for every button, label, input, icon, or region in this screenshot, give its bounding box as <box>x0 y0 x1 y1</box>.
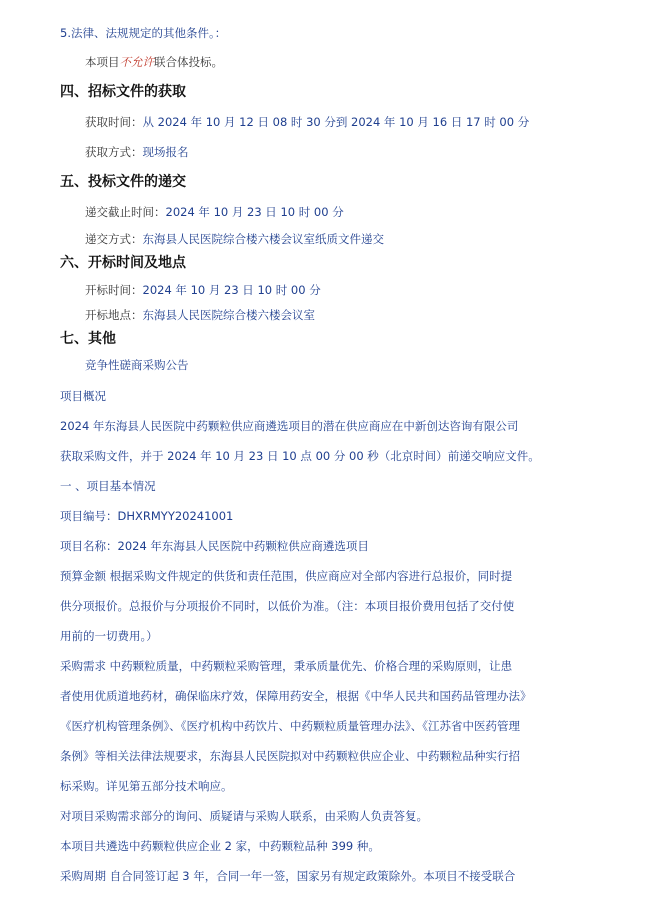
consortium-prefix: 本项目 <box>85 55 120 69</box>
submit-deadline-line <box>85 204 344 220</box>
obtain-time-label: 获取时间： <box>85 115 143 129</box>
project-number: 项目编号：DHXRMYY20241001 <box>60 509 234 523</box>
basic-info-heading: 一 、项目基本情况 <box>60 479 156 493</box>
budget-line-1: 预算金额 根据采购文件规定的供货和责任范围，供应商应对全部内容进行总报价，同时提 <box>60 569 513 583</box>
obtain-method-value: 现场报名 <box>142 145 189 159</box>
obtain-time-line <box>85 114 529 130</box>
obtain-method-line <box>85 144 189 160</box>
submit-method-value: 东海县人民医院综合楼六楼会议室纸质文件递交 <box>142 232 384 246</box>
consortium-suffix: 联合体投标。 <box>154 55 223 69</box>
requirement-line-2: 者使用优质道地药材，确保临床疗效，保障用药安全，根据《中华人民共和国药品管理办法》 <box>60 689 532 703</box>
obtain-method-label: 获取方式： <box>85 145 143 159</box>
budget-line-3: 用前的一切费用。） <box>60 629 158 643</box>
opening-place-line <box>85 307 315 323</box>
consortium-line <box>85 54 223 70</box>
obtain-time-value: 从 2024 年 10 月 12 日 08 时 30 分到 2024 年 10 月 16 日 17 时 00 分 <box>142 115 530 129</box>
section-7-heading: 七、其他 <box>60 331 116 347</box>
opening-place-label: 开标地点： <box>85 308 143 322</box>
requirement-line-3: 《医疗机构管理条例》、《医疗机构中药饮片、中药颗粒质量管理办法》、《江苏省中医药管理 <box>60 719 520 733</box>
opening-time-value: 2024 年 10 月 23 日 10 时 00 分 <box>142 283 321 297</box>
inquiry-line: 对项目采购需求部分的询问、质疑请与采购人联系，由采购人负责答复。 <box>60 809 428 823</box>
section-4-heading: 四、招标文件的获取 <box>60 84 186 100</box>
submit-method-line <box>85 231 384 247</box>
opening-time-label: 开标时间： <box>85 283 143 297</box>
requirement-line-1: 采购需求 中药颗粒质量，中药颗粒采购管理，秉承质量优先、价格合理的采购原则，让患 <box>60 659 513 673</box>
opening-place-value: 东海县人民医院综合楼六楼会议室 <box>142 308 315 322</box>
requirement-line-4: 条例》等相关法律法规要求，东海县人民医院拟对中药颗粒供应企业、中药颗粒品种实行招 <box>60 749 520 763</box>
opening-time-line <box>85 282 321 298</box>
condition-5: 5.法律、法规规定的其他条件。： <box>60 26 227 40</box>
project-name: 项目名称：2024 年东海县人民医院中药颗粒供应商遴选项目 <box>60 539 369 553</box>
announcement-title: 竞争性磋商采购公告 <box>85 358 189 372</box>
submit-deadline-label: 递交截止时间： <box>85 205 166 219</box>
overview-line-1: 2024 年东海县人民医院中药颗粒供应商遴选项目的潜在供应商应在中新创达咨询有限公司 <box>60 419 519 433</box>
section-5-heading: 五、投标文件的递交 <box>60 174 186 190</box>
procurement-period-line: 采购周期 自合同签订起 3 年，合同一年一签，国家另有规定政策除外。本项目不接受联合 <box>60 869 516 883</box>
consortium-not-allowed: 不允许 <box>119 55 154 69</box>
section-6-heading: 六、开标时间及地点 <box>60 255 186 271</box>
submit-deadline-value: 2024 年 10 月 23 日 10 时 00 分 <box>165 205 344 219</box>
budget-line-2: 供分项报价。总报价与分项报价不同时，以低价为准。（注：本项目报价费用包括了交付使 <box>60 599 515 613</box>
selection-count-line: 本项目共遴选中药颗粒供应企业 2 家，中药颗粒品种 399 种。 <box>60 839 380 853</box>
overview-line-2: 获取采购文件，并于 2024 年 10 月 23 日 10 点 00 分 00 秒（北京时间）前递交响应文件。 <box>60 449 540 463</box>
requirement-line-5: 标采购。详见第五部分技术响应。 <box>60 779 233 793</box>
submit-method-label: 递交方式： <box>85 232 143 246</box>
overview-heading: 项目概况 <box>60 389 106 403</box>
